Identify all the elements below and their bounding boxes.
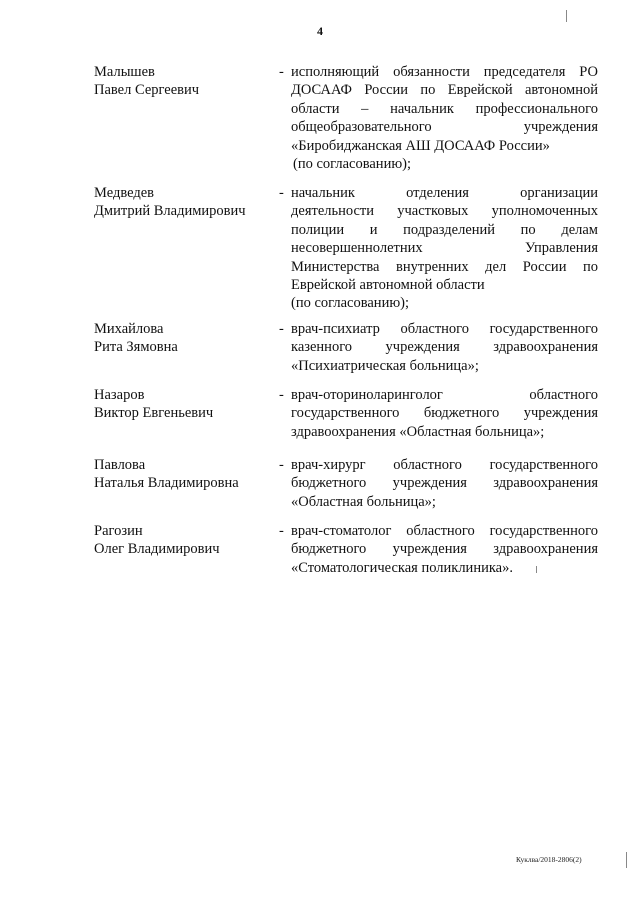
member-surname: Медведев bbox=[94, 185, 154, 201]
scan-artifact-mark bbox=[626, 852, 627, 868]
role-line: области – начальник профессионального bbox=[291, 100, 598, 117]
scan-artifact-mark bbox=[566, 10, 567, 22]
role-line: несовершеннолетних Управления bbox=[291, 240, 598, 257]
member-role bbox=[291, 320, 598, 375]
role-line: «Стоматологическая поликлиника». bbox=[291, 559, 513, 576]
member-name bbox=[94, 522, 274, 559]
member-name bbox=[94, 386, 274, 423]
member-given-names: Виктор Евгеньевич bbox=[94, 405, 214, 422]
role-line: врач-психиатр областного государственного bbox=[291, 321, 598, 337]
role-line: «Областная больница»; bbox=[291, 493, 436, 510]
member-surname: Рагозин bbox=[94, 523, 143, 539]
role-line: бюджетного учреждения здравоохранения bbox=[291, 541, 598, 558]
role-line: здравоохранения «Областная больница»; bbox=[291, 423, 545, 440]
dash-separator: - bbox=[279, 523, 284, 539]
document-code: Куклва/2018-2806(2) bbox=[516, 855, 582, 864]
role-line: Министерства внутренних дел России по bbox=[291, 258, 598, 275]
member-given-names: Олег Владимирович bbox=[94, 541, 220, 558]
role-line: государственного бюджетного учреждения bbox=[291, 405, 598, 422]
member-given-names: Наталья Владимировна bbox=[94, 475, 239, 492]
role-line: врач-стоматолог областного государственного bbox=[291, 523, 598, 539]
member-given-names: Дмитрий Владимирович bbox=[94, 203, 246, 220]
role-line: врач-оториноларинголог областного bbox=[291, 387, 598, 403]
role-line: казенного учреждения здравоохранения bbox=[291, 339, 598, 356]
dash-separator: - bbox=[279, 457, 284, 473]
role-line: ДОСААФ России по Еврейской автономной bbox=[291, 82, 598, 99]
member-given-names: Рита Зямовна bbox=[94, 339, 178, 356]
member-surname: Назаров bbox=[94, 387, 145, 403]
role-line: начальник отделения организации bbox=[291, 185, 598, 201]
dash-separator: - bbox=[279, 185, 284, 201]
member-name bbox=[94, 456, 274, 493]
member-name bbox=[94, 63, 274, 100]
member-surname: Михайлова bbox=[94, 321, 164, 337]
role-line: (по согласованию); bbox=[291, 295, 410, 312]
dash-separator: - bbox=[279, 321, 284, 337]
role-line: «Психиатрическая больница»; bbox=[291, 357, 479, 374]
dash-separator: - bbox=[279, 64, 284, 80]
member-role bbox=[291, 456, 598, 511]
member-surname: Павлова bbox=[94, 457, 146, 473]
member-name bbox=[94, 184, 274, 221]
role-line: полиции и подразделений по делам bbox=[291, 221, 598, 238]
member-surname: Малышев bbox=[94, 64, 155, 80]
member-role bbox=[291, 522, 598, 577]
member-given-names: Павел Сергеевич bbox=[94, 82, 200, 99]
dash-separator: - bbox=[279, 387, 284, 403]
role-line: исполняющий обязанности председателя РО bbox=[291, 64, 598, 80]
role-line: деятельности участковых уполномоченных bbox=[291, 203, 598, 220]
member-role bbox=[291, 184, 598, 313]
member-role bbox=[291, 63, 598, 173]
role-line: общеобразовательного учреждения bbox=[291, 119, 598, 136]
role-line: Еврейской автономной области bbox=[291, 277, 485, 294]
role-line: бюджетного учреждения здравоохранения bbox=[291, 475, 598, 492]
role-line: (по согласованию); bbox=[293, 156, 412, 173]
role-line: врач-хирург областного государственного bbox=[291, 457, 598, 473]
member-role bbox=[291, 386, 598, 441]
member-name bbox=[94, 320, 274, 357]
role-line: «Биробиджанская АШ ДОСААФ России» bbox=[291, 137, 550, 154]
page-number: 4 bbox=[317, 24, 323, 38]
